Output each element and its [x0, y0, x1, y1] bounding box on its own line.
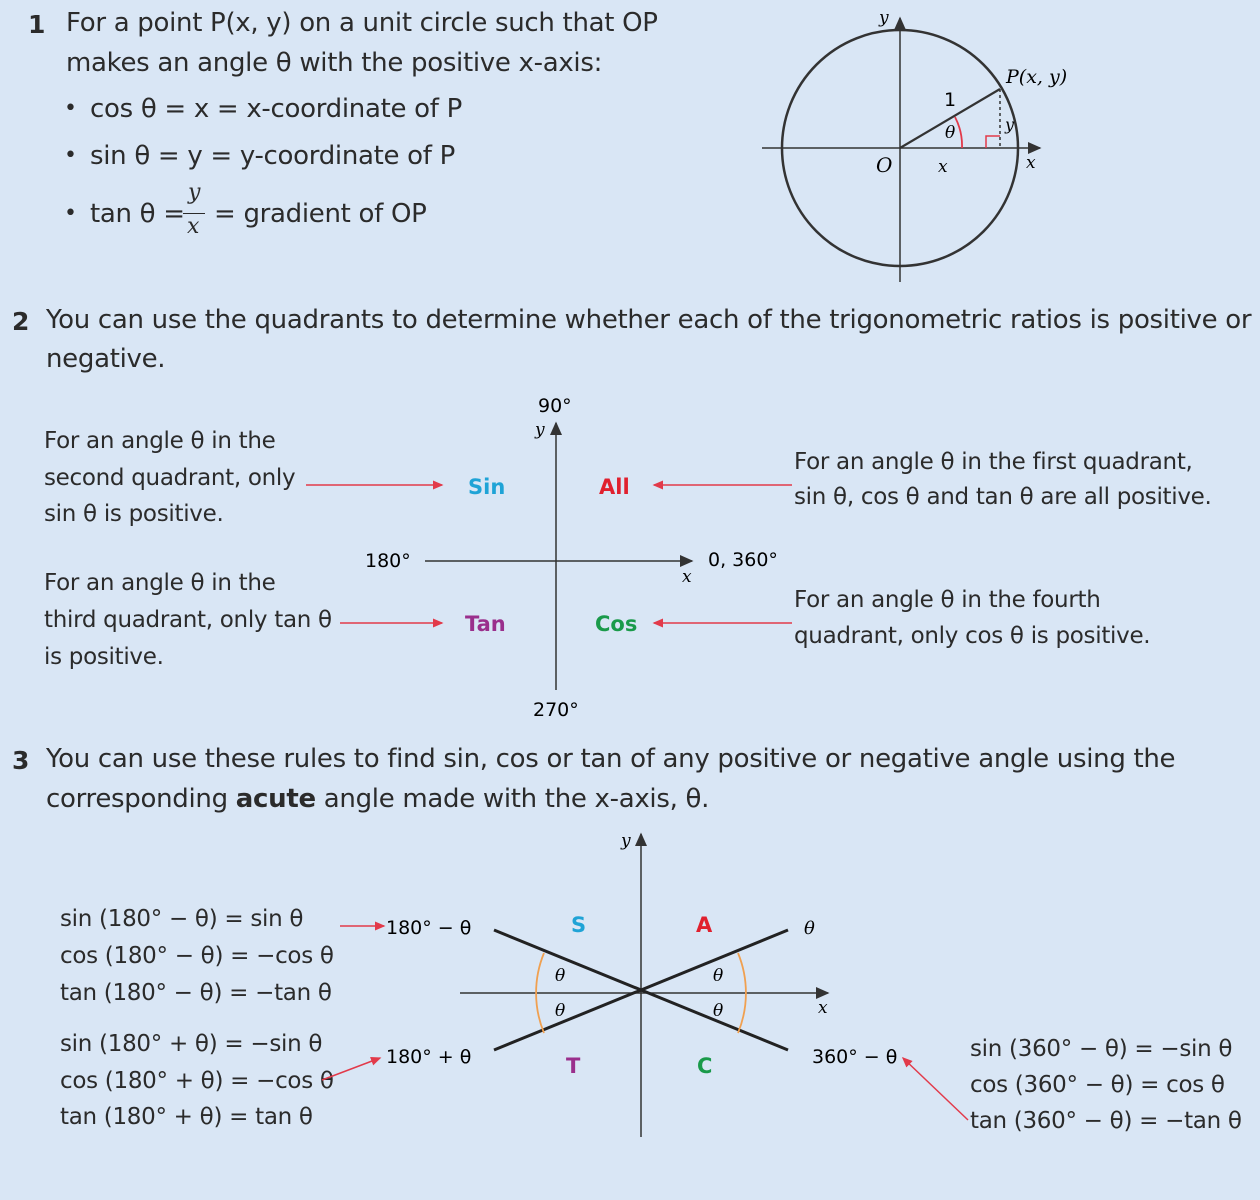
- radius-label: 1: [944, 89, 957, 111]
- circle-x-label: x: [1026, 153, 1036, 173]
- second-quadrant-text-2: second quadrant, only: [44, 465, 296, 491]
- label-0-360-degrees: 0, 360°: [708, 549, 778, 571]
- first-quadrant-text-2: sin θ, cos θ and tan θ are all positive.: [794, 484, 1212, 510]
- fourth-quadrant-text-1: For an angle θ in the fourth: [794, 587, 1101, 613]
- cast-x-label: x: [682, 567, 692, 587]
- section-2-number: 2: [12, 307, 30, 336]
- label-180-minus-theta: 180° − θ: [386, 917, 472, 939]
- quadrant-a-label: A: [696, 913, 713, 937]
- fourth-quadrant-text-2: quadrant, only cos θ is positive.: [794, 623, 1151, 649]
- section-1-number: 1: [28, 10, 46, 39]
- third-quadrant-text-1: For an angle θ in the: [44, 570, 276, 596]
- rule-cos-180-minus: cos (180° − θ) = −cos θ: [60, 943, 334, 969]
- bullet-3-dot: •: [64, 201, 77, 226]
- pointer-360-minus-theta: [903, 1058, 968, 1120]
- theta-upper-left: θ: [555, 966, 566, 986]
- tan-fraction-denominator: x: [187, 214, 200, 239]
- section-3-acute-word: acute: [235, 784, 316, 814]
- rule-tan-360-minus: tan (360° − θ) = −tan θ: [970, 1108, 1242, 1134]
- quadrant-sin-label: Sin: [468, 475, 506, 499]
- pointer-180-plus-theta: [322, 1058, 380, 1080]
- second-quadrant-text-1: For an angle θ in the: [44, 428, 276, 454]
- third-quadrant-text-2: third quadrant, only tan θ: [44, 607, 332, 633]
- quadrant-t-label: T: [566, 1054, 581, 1078]
- second-quadrant-text-3: sin θ is positive.: [44, 501, 224, 527]
- quadrant-c-label: C: [697, 1054, 713, 1078]
- rule-cos-360-minus: cos (360° − θ) = cos θ: [970, 1072, 1225, 1098]
- x-segment-label: x: [938, 157, 948, 177]
- theta-lower-right: θ: [713, 1001, 724, 1021]
- quadrant-tan-label: Tan: [465, 612, 506, 636]
- label-360-minus-theta: 360° − θ: [812, 1046, 898, 1068]
- y-segment-label: y: [1005, 115, 1015, 134]
- label-theta-ray: θ: [804, 918, 815, 939]
- rule-sin-360-minus: sin (360° − θ) = −sin θ: [970, 1036, 1233, 1062]
- section-2-line2: negative.: [46, 344, 166, 374]
- rules-y-label: y: [621, 831, 631, 851]
- bullet-2-dot: •: [64, 143, 77, 168]
- theta-upper-right: θ: [713, 966, 724, 986]
- circle-theta-label: θ: [945, 123, 956, 143]
- bullet-sin-definition: sin θ = y = y-coordinate of P: [90, 141, 455, 171]
- section-2-line1: You can use the quadrants to determine whether each of the trigonometric ratios is positive or: [46, 305, 1252, 335]
- bullet-tan-prefix: tan θ =: [90, 199, 185, 229]
- tan-fraction-numerator: y: [188, 180, 201, 205]
- label-180-plus-theta: 180° + θ: [386, 1046, 472, 1068]
- bullet-cos-definition: cos θ = x = x-coordinate of P: [90, 94, 462, 124]
- rule-tan-180-plus: tan (180° + θ) = tan θ: [60, 1104, 313, 1130]
- first-quadrant-text-1: For an angle θ in the first quadrant,: [794, 449, 1193, 475]
- section-1-line1: For a point P(x, y) on a unit circle such that OP: [66, 8, 658, 38]
- quadrant-cos-label: Cos: [595, 612, 638, 636]
- section-3-number: 3: [12, 746, 30, 775]
- rule-sin-180-plus: sin (180° + θ) = −sin θ: [60, 1031, 323, 1057]
- rules-x-label: x: [818, 998, 828, 1018]
- third-quadrant-text-3: is positive.: [44, 644, 164, 670]
- theta-lower-left: θ: [555, 1001, 566, 1021]
- rule-tan-180-minus: tan (180° − θ) = −tan θ: [60, 980, 332, 1006]
- origin-label: O: [876, 153, 893, 177]
- bullet-tan-suffix: = gradient of OP: [214, 199, 427, 229]
- label-90-degrees: 90°: [538, 395, 572, 417]
- section-3-line2-end: angle made with the x-axis, θ.: [315, 784, 710, 814]
- bullet-1-dot: •: [64, 96, 77, 121]
- cast-y-label: y: [535, 420, 545, 440]
- label-270-degrees: 270°: [533, 699, 579, 721]
- rule-cos-180-plus: cos (180° + θ) = −cos θ: [60, 1068, 334, 1094]
- circle-y-label: y: [879, 8, 889, 28]
- rule-sin-180-minus: sin (180° − θ) = sin θ: [60, 906, 304, 932]
- section-1-line2: makes an angle θ with the positive x-axis:: [66, 48, 603, 78]
- section-3-line1: You can use these rules to find sin, cos or tan of any positive or negative angle using the: [46, 744, 1176, 774]
- quadrant-all-label: All: [599, 475, 630, 499]
- point-p-label: P(x, y): [1006, 66, 1068, 88]
- quadrant-s-label: S: [571, 913, 587, 937]
- label-180-degrees: 180°: [365, 550, 411, 572]
- section-3-line2-start: corresponding: [46, 784, 236, 814]
